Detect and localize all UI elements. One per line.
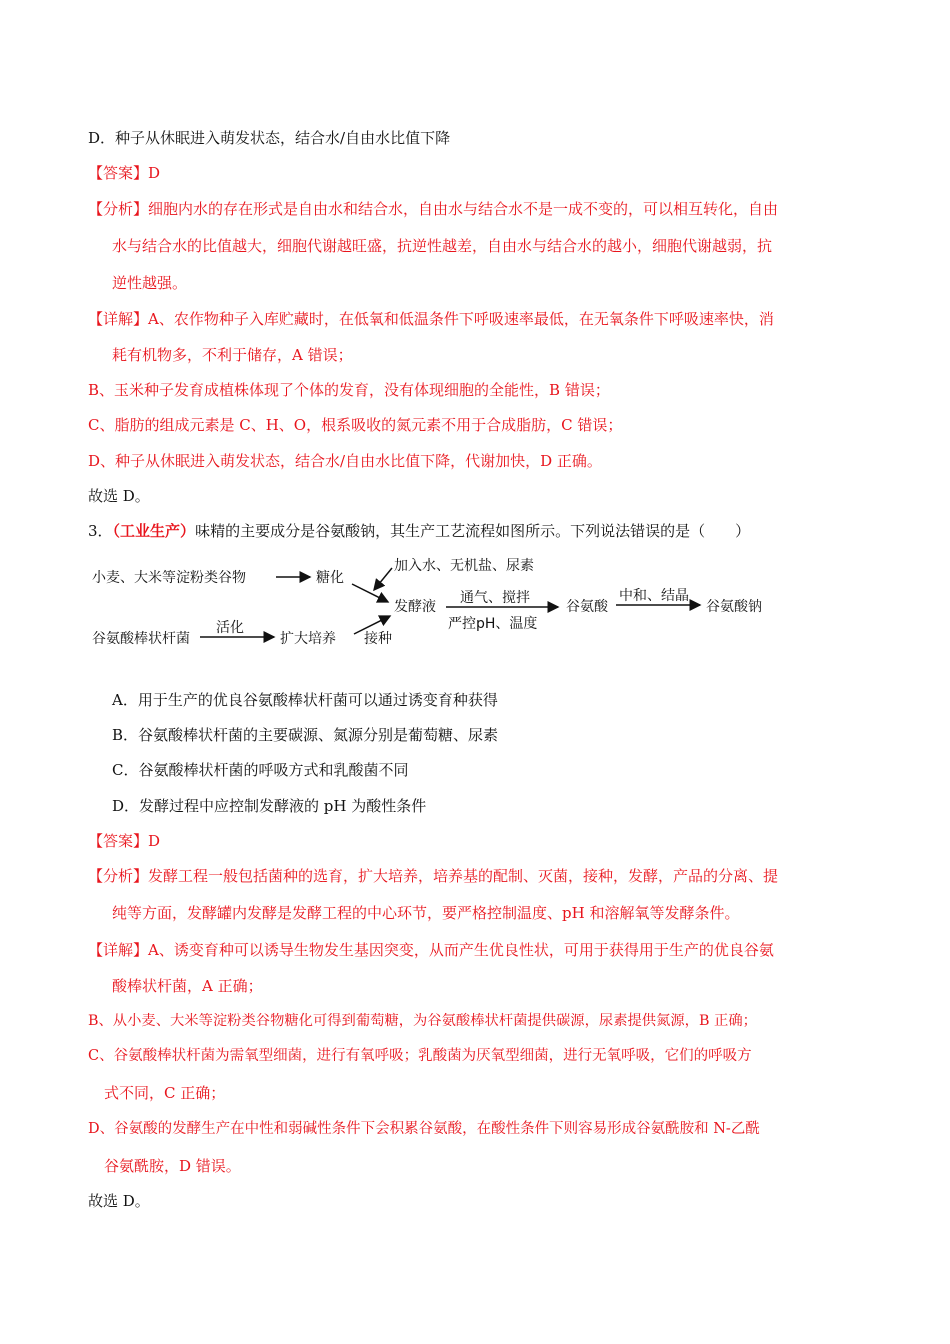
diagram-glutamic-acid: 谷氨酸 <box>566 599 608 615</box>
q2-answer-value: D <box>148 164 161 182</box>
q3-detail-label: 【详解】 <box>88 941 149 959</box>
diagram-inoculate: 接种 <box>364 631 392 647</box>
q3-detail-a-line-2: 酸棒状杆菌，A 正确； <box>112 977 263 995</box>
q2-analysis-line-2: 水与结合水的比值越大，细胞代谢越旺盛，抗逆性越差，自由水与结合水的越小，细胞代谢越弱，抗 <box>112 237 773 255</box>
q2-analysis-text-1: 细胞内水的存在形式是自由水和结合水，自由水与结合水不是一成不变的，可以相互转化，自由 <box>148 200 779 218</box>
q3-detail-a-text-1: A、诱变育种可以诱导生物发生基因突变，从而产生优良性状，可用于获得用于生产的优良谷氨 <box>148 941 774 959</box>
diagram-bacterium: 谷氨酸棒状杆菌 <box>92 631 190 647</box>
q3-number: 3． <box>88 522 113 540</box>
q3-detail-d-line-1: D、谷氨酸的发酵生产在中性和弱碱性条件下会积累谷氨酸，在酸性条件下则容易形成谷氨酰胺和 N-乙酰 <box>88 1121 760 1137</box>
q2-detail-label: 【详解】 <box>88 310 149 328</box>
q3-tag: （工业生产） <box>112 522 196 540</box>
q3-analysis-text-1: 发酵工程一般包括菌种的选育，扩大培养，培养基的配制、灭菌，接种，发酵，产品的分离、提 <box>148 867 779 885</box>
arrow-saccharify-to-broth <box>352 584 388 602</box>
diagram-expand: 扩大培养 <box>280 631 336 647</box>
q3-detail-a-line-1 <box>88 940 774 960</box>
q3-answer-label: 【答案】 <box>88 832 149 850</box>
diagram-raw-material: 小麦、大米等淀粉类谷物 <box>92 570 246 586</box>
q3-option-c: C．谷氨酸棒状杆菌的呼吸方式和乳酸菌不同 <box>112 761 409 779</box>
q3-option-d: D．发酵过程中应控制发酵液的 pH 为酸性条件 <box>112 797 427 815</box>
q3-conclusion: 故选 D。 <box>88 1192 150 1210</box>
q3-detail-c-line-2: 式不同，C 正确； <box>104 1084 226 1102</box>
diagram-additives: 加入水、无机盐、尿素 <box>394 558 534 574</box>
diagram-activate: 活化 <box>216 620 244 636</box>
q3-detail-b: B、从小麦、大米等淀粉类谷物糖化可得到葡萄糖，为谷氨酸棒状杆菌提供碳源，尿素提供氮源，B 正确； <box>88 1013 757 1029</box>
q2-answer-label: 【答案】 <box>88 164 149 182</box>
q3-detail-c-line-1: C、谷氨酸棒状杆菌为需氧型细菌，进行有氧呼吸；乳酸菌为厌氧型细菌，进行无氧呼吸，它们的呼吸方 <box>88 1048 752 1064</box>
q3-detail-d-line-2: 谷氨酰胺，D 错误。 <box>104 1157 241 1175</box>
q3-option-b: B．谷氨酸棒状杆菌的主要碳源、氮源分别是葡萄糖、尿素 <box>112 726 499 744</box>
process-flow-diagram <box>88 548 788 658</box>
q2-detail-a-line-2: 耗有机物多，不利于储存，A 错误； <box>112 346 353 364</box>
diagram-aerate: 通气、搅拌 <box>460 590 530 606</box>
q2-analysis-label: 【分析】 <box>88 200 149 218</box>
q3-stem <box>88 521 750 541</box>
q2-detail-c: C、脂肪的组成元素是 C、H、O，根系吸收的氮元素不用于合成脂肪，C 错误； <box>88 416 623 434</box>
q3-option-a: A．用于生产的优良谷氨酸棒状杆菌可以通过诱变育种获得 <box>112 691 498 709</box>
q3-answer <box>88 831 160 851</box>
q3-analysis-label: 【分析】 <box>88 867 149 885</box>
arrow-additives <box>374 568 392 590</box>
q2-option-d: D．种子从休眠进入萌发状态，结合水/自由水比值下降 <box>88 129 451 147</box>
q2-answer <box>88 163 160 183</box>
q3-analysis-line-1 <box>88 866 778 886</box>
diagram-saccharify: 糖化 <box>316 570 344 586</box>
q2-detail-a-line-1 <box>88 309 774 329</box>
q2-analysis-line-1 <box>88 199 778 219</box>
q3-stem-text: 味精的主要成分是谷氨酸钠，其生产工艺流程如图所示。下列说法错误的是（ ） <box>195 522 751 540</box>
q2-detail-b: B、玉米种子发育成植株体现了个体的发育，没有体现细胞的全能性，B 错误； <box>88 381 610 399</box>
q3-analysis-line-2: 纯等方面，发酵罐内发酵是发酵工程的中心环节，要严格控制温度、pH 和溶解氧等发酵条件。 <box>112 904 740 922</box>
diagram-msg: 谷氨酸钠 <box>706 599 762 615</box>
diagram-ferment-broth: 发酵液 <box>394 599 436 615</box>
q2-analysis-line-3: 逆性越强。 <box>112 274 188 292</box>
q2-detail-a-text-1: A、农作物种子入库贮藏时，在低氧和低温条件下呼吸速率最低，在无氧条件下呼吸速率快，消 <box>148 310 774 328</box>
diagram-control: 严控pH、温度 <box>448 616 538 632</box>
q2-detail-d: D、种子从休眠进入萌发状态，结合水/自由水比值下降，代谢加快，D 正确。 <box>88 452 602 470</box>
q3-answer-value: D <box>148 832 161 850</box>
q2-conclusion: 故选 D。 <box>88 487 150 505</box>
diagram-neutralize: 中和、结晶 <box>619 588 689 604</box>
